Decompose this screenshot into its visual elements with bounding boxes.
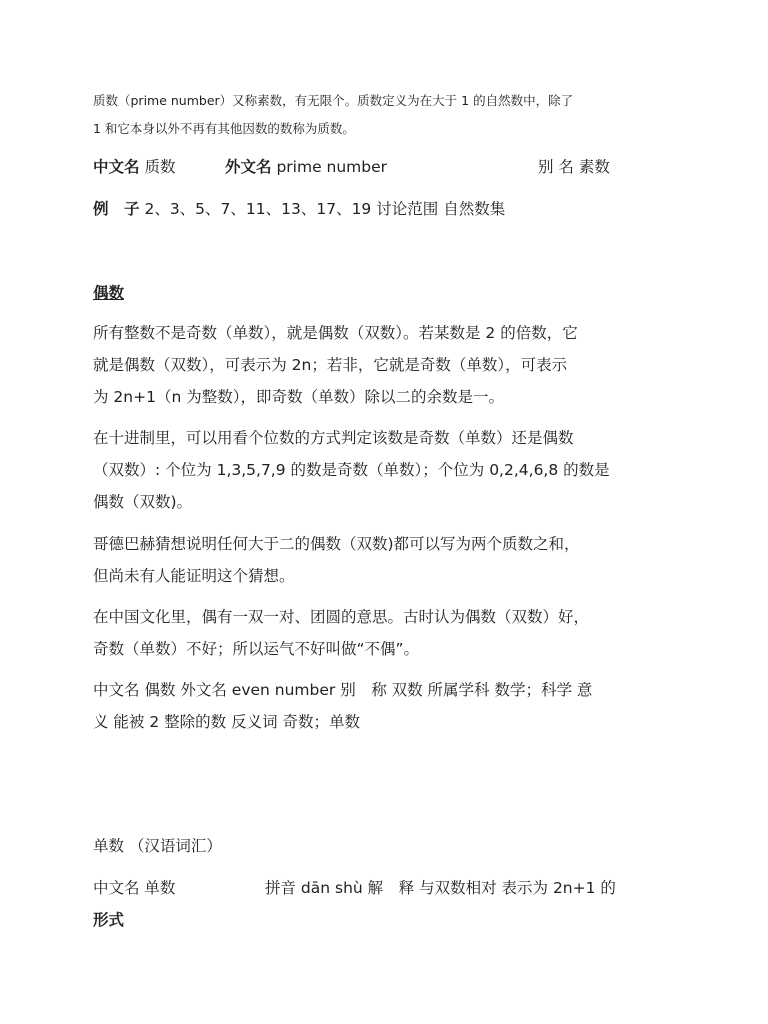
odd-info-line-2: 形式 bbox=[93, 911, 125, 929]
prime-examples bbox=[93, 199, 505, 219]
prime-cn-value: 质数 bbox=[144, 158, 176, 176]
even-p2-line-3: 偶数（双数)。 bbox=[93, 493, 193, 511]
prime-en-label: 外文名 bbox=[225, 158, 272, 176]
even-p3-line-1: 哥德巴赫猜想说明任何大于二的偶数（双数)都可以写为两个质数之和， bbox=[93, 535, 580, 553]
prime-info-cn bbox=[93, 157, 175, 177]
prime-range-value: 自然数集 bbox=[443, 200, 506, 218]
prime-info-en bbox=[225, 157, 387, 177]
prime-cn-label: 中文名 bbox=[93, 158, 140, 176]
even-p2-line-1: 在十进制里，可以用看个位数的方式判定该数是奇数（单数）还是偶数 bbox=[93, 429, 574, 447]
even-p1-line-1: 所有整数不是奇数（单数），就是偶数（双数）。若某数是 2 的倍数，它 bbox=[93, 324, 578, 342]
even-p3-line-2: 但尚未有人能证明这个猜想。 bbox=[93, 567, 295, 585]
prime-range-label: 讨论范围 bbox=[376, 200, 439, 218]
prime-intro-line-2: 1 和它本身以外不再有其他因数的数称为质数。 bbox=[93, 121, 355, 136]
even-p4-line-1: 在中国文化里，偶有一双一对、团圆的意思。古时认为偶数（双数）好， bbox=[93, 608, 590, 626]
even-p1-line-2: 就是偶数（双数），可表示为 2n；若非，它就是奇数（单数），可表示 bbox=[93, 356, 568, 374]
odd-title: 单数 （汉语词汇） bbox=[93, 837, 222, 855]
prime-examples-value: 2、3、5、7、11、13、17、19 bbox=[144, 200, 372, 218]
even-info-line-2: 义 能被 2 整除的数 反义词 奇数；单数 bbox=[93, 713, 360, 731]
odd-info-part-a: 中文名 单数 bbox=[93, 879, 176, 897]
prime-intro-line-1: 质数（prime number）又称素数，有无限个。质数定义为在大于 1 的自然数中，除了 bbox=[93, 93, 574, 108]
prime-info-alias bbox=[538, 157, 610, 177]
prime-alias-label: 别 名 bbox=[538, 158, 574, 176]
even-heading: 偶数 bbox=[93, 284, 125, 302]
odd-info-part-b: 拼音 dān shù 解 释 与双数相对 表示为 2n+1 的 bbox=[265, 879, 616, 897]
even-p2-line-2: （双数）: 个位为 1,3,5,7,9 的数是奇数（单数）；个位为 0,2,4,6,8 的数是 bbox=[93, 461, 610, 479]
even-info-line-1: 中文名 偶数 外文名 even number 别 称 双数 所属学科 数学；科学 意 bbox=[93, 681, 593, 699]
even-p4-line-2: 奇数（单数）不好；所以运气不好叫做“不偶”。 bbox=[93, 640, 420, 658]
even-p1-line-3: 为 2n+1（n 为整数），即奇数（单数）除以二的余数是一。 bbox=[93, 388, 504, 406]
prime-examples-label: 例 子 bbox=[93, 200, 140, 218]
prime-en-value: prime number bbox=[276, 158, 388, 176]
prime-alias-value: 素数 bbox=[578, 158, 610, 176]
